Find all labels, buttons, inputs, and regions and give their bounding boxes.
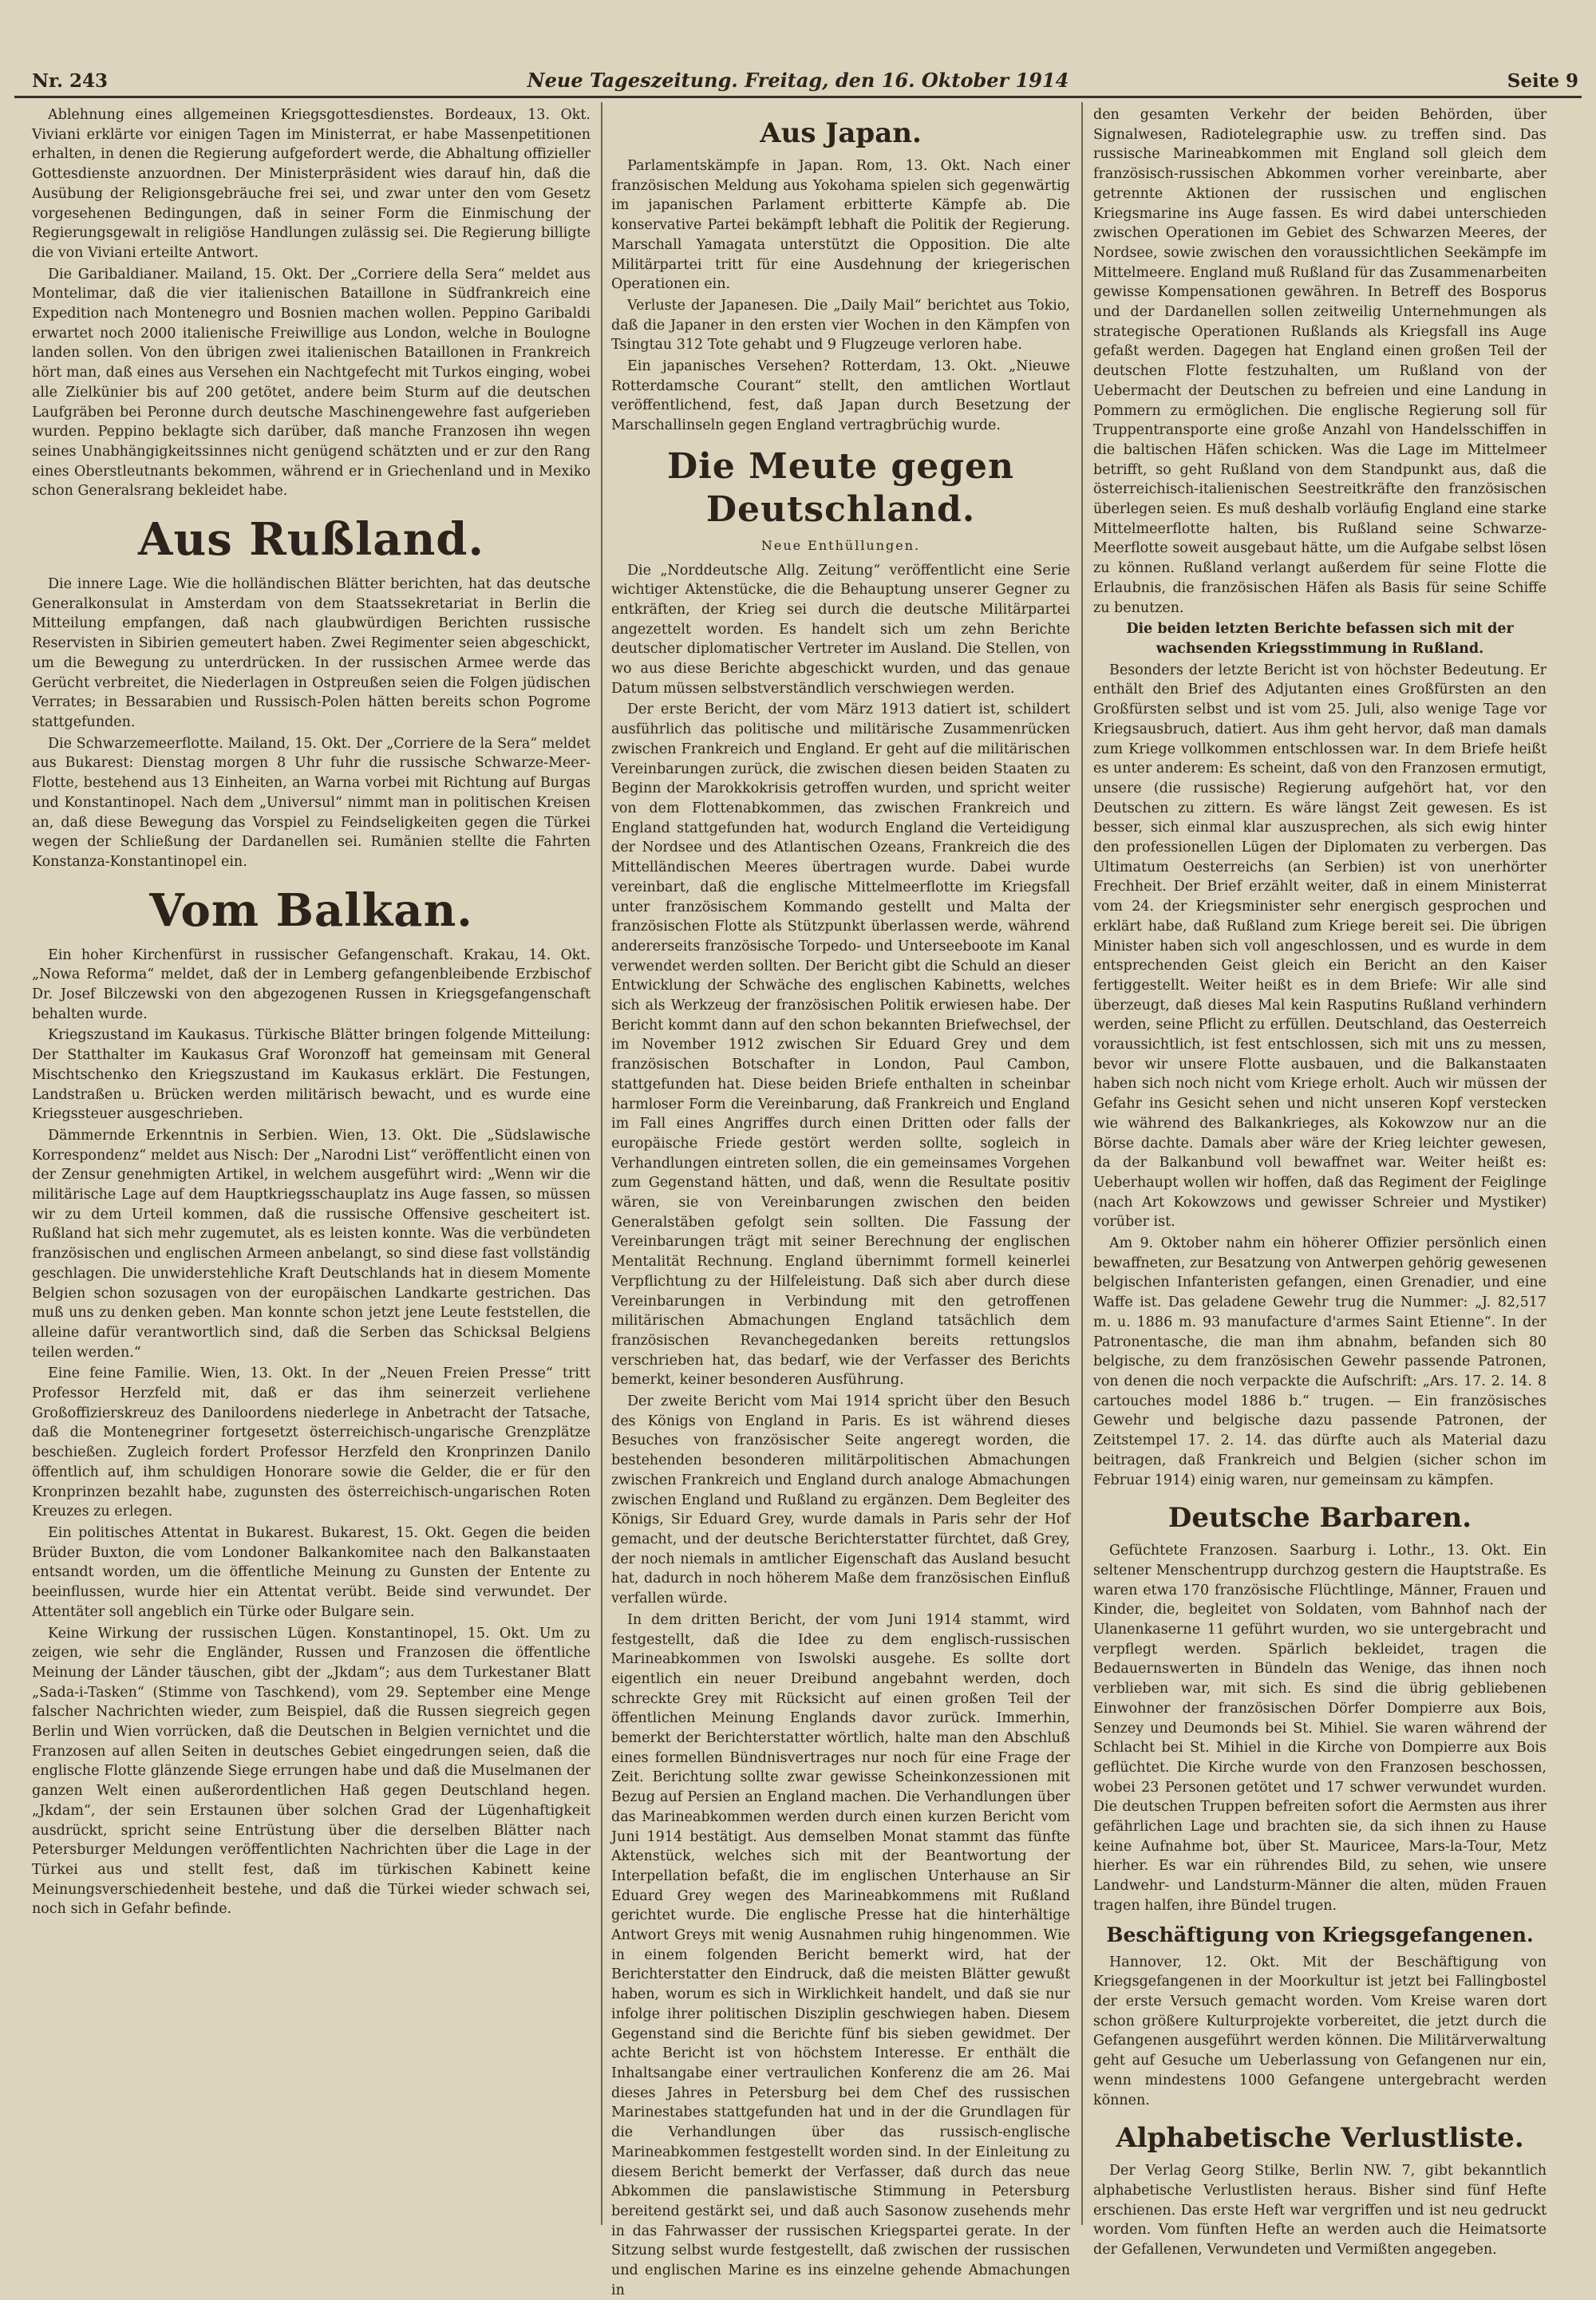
- article-verlustliste: Der Verlag Georg Stilke, Berlin NW. 7, gibt bekanntlich alphabetische Verlustlisten heraus. Bisher sind fünf Hefte erschienen. Das erste Heft war vergriffen und ist neu gedruckt worden. Vom fünften Hefte an werden auch die Heimatsorte der Gefallenen, Verwundeten und Vermißten angegeben.: [1093, 2163, 1547, 2259]
- article-hannover: Hannover, 12. Okt. Mit der Beschäftigung von Kriegsgefangenen in der Moorkultur ist jetzt bei Fallingbostel der erste Versuch gemacht worden. Vom Kreise waren dort schon größere Kulturprojekte vorbereitet, die jetzt durch die Gefangenen ausgeführt werden können. Die Militärverwaltung geht auf Gesuche um Ueberlassung von Gefangenen nur ein, wenn mindestens 1000 Gefangene untergebracht werden können.: [1093, 1954, 1547, 2108]
- article-meute-intro: Die „Norddeutsche Allg. Zeitung“ veröffentlicht eine Serie wichtiger Aktenstücke, die die Behauptung unserer Gegner zu entkräften, der Krieg sei durch die deutsche Militärpartei angezettelt worden. Es handelt sich um zehn Berichte deutscher diplomatischer Vertreter im Ausland. Die Stellen, von wo aus diese Berichte abgeschickt wurden, und das genaue Datum müssen selbstverständlich verschwiegen werden.: [611, 562, 1070, 697]
- article-serbien: Dämmernde Erkenntnis in Serbien. Wien, 13. Okt. Die „Südslawische Korrespondenz“ meldet aus Nisch: Der „Narodni List“ veröffentlicht einen von der Zensur genehmigten Artikel, in welchem ausgeführt wird: „Wenn wir die militärische Lage auf dem Hauptkriegsschauplatz ins Auge fassen, so müssen wir zu dem Urteil kommen, daß die russische Offensive gescheitert ist. Rußland hat sich mehr zugemutet, als es leisten konnte. Was die verbündeten französischen und englischen Armeen anbelangt, so sind diese fast vollständig geschlagen. Die unwiderstehliche Kraft Deutschlands hat in diesem Momente Belgien schon sozusagen von der europäischen Landkarte gestrichen. Das muß uns zu denken geben. Man konnte schon jetzt jene Leute feststellen, die alleine dafür verantwortlich sind, daß die Serben das Schicksal Belgiens teilen werden.“: [32, 1127, 591, 1361]
- article-gottesdienst: Ablehnung eines allgemeinen Kriegsgottesdienstes. Bordeaux, 13. Okt. Viviani erklärte vor einigen Tagen im Ministerrat, er habe Massenpetitionen erhalten, in denen die Regierung aufgefordert werde, die Abhaltung offizieller Gottesdienste anzuordnen. Der Ministerpräsident wies darauf hin, daß die Ausübung der Religionsgebräuche frei sei, und zwar unter den vom Gesetz vorgesehenen Bedingungen, daß in seiner Form die Einmischung der Regierungsgewalt in religiöse Handlungen zulässig sei. Die Regierung billigte die von Viviani erteilte Antwort.: [32, 107, 591, 261]
- article-erster-bericht: Der erste Bericht, der vom März 1913 datiert ist, schildert ausführlich das politische und militärische Zusammenrücken zwischen Frankreich und England. Er geht auf die militärischen Vereinbarungen zurück, die zwischen diesen beiden Staaten zu Beginn der Marokkokrisis getroffen wurden, und spricht weiter von dem Flottenabkommen, das zwischen Frankreich und England stattgefunden hat, wodurch England die Verteidigung der Nordsee und des Atlantischen Ozeans, Frankreich die des Mittelländischen Meeres übertragen wurde. Dabei wurde vereinbart, daß die englische Mittelmeerflotte im Kriegsfall unter französischem Kommando gestellt und Malta der französischen Flotte als Stützpunkt überlassen werde, während andererseits französische Torpedo- und Unterseeboote im Kanal verwendet werden sollten. Der Bericht gibt die Schuld an dieser Entwicklung der Schwäche des englischen Kabinetts, welches sich als Werkzeug der französischen Politik erwiesen habe. Der Bericht kommt dann auf den schon bekannten Briefwechsel, der im November 1912 zwischen Sir Eduard Grey und dem französischen Botschafter in London, Paul Cambon, stattgefunden hat. Diese beiden Briefe enthalten in scheinbar harmloser Form die Vereinbarung, daß Frankreich und England im Fall eines Angriffes durch einen Dritten oder falls der europäische Friede gestört werden sollte, sogleich in Verhandlungen eintreten sollen, die ein gemeinsames Vorgehen zum Gegenstand hätten, und daß, wenn die Resultate positiv wären, sie von Vereinbarungen zwischen den beiden Generalstäben gefolgt sein sollten. Die Fassung der Vereinbarungen trägt mit seiner Berechnung der englischen Mentalität Rechnung. England übernimmt formell keinerlei Verpflichtung zu der Hilfeleistung. Daß sich aber durch diese Vereinbarungen in Verbindung mit den getroffenen militärischen Abmachungen England tatsächlich dem französischen Revanchegedanken bereits rettungslos verschrieben hat, das bedarf, wie der Verfasser des Berichts bemerkt, keiner besonderen Ausführung.: [611, 701, 1070, 1389]
- article-schwarzmeerflotte: Die Schwarzemeerflotte. Mailand, 15. Okt. Der „Corriere de la Sera“ meldet aus Bukarest: Dienstag morgen 8 Uhr fuhr die russische Schwarze-Meer-Flotte, bestehend aus 13 Einheiten, an Warna vorbei mit Richtung auf Burgas und Konstantinopel. Nach dem „Universul“ nimmt man in politischen Kreisen an, daß diese Bewegung das Vorspiel zu Feindseligkeiten gegen die Türkei wegen der Schließung der Dardanellen sei. Rumänien stellte die Fahrten Konstanza-Konstantinopel ein.: [32, 735, 591, 870]
- section-heading-russland: Aus Rußland.: [138, 513, 484, 567]
- header-rule: [14, 96, 1582, 98]
- masthead: Neue Tageszeitung. Freitag, den 16. Oktober 1914: [527, 69, 1069, 92]
- page-number: Seite 9: [1507, 70, 1578, 92]
- column-rule-2: [1081, 102, 1083, 2225]
- article-zweiter-bericht: Der zweite Bericht vom Mai 1914 spricht über den Besuch des Königs von England in Paris. Es ist während dieses Besuches von französischer Seite angeregt worden, die bestehenden besonderen militärpolitischen Abmachungen zwischen Frankreich und England durch analoge Abmachungen zwischen England und Rußland zu ergänzen. Dem Begleiter des Königs, Sir Eduard Grey, wurde damals in Paris sehr der Hof gemacht, und der deutsche Berichterstatter fürchtet, daß Grey, der noch niemals in amtlicher Eigenschaft das Ausland besucht hat, dadurch in noch höherem Maße dem französischen Einfluß verfallen würde.: [611, 1393, 1070, 1607]
- page-header: [0, 64, 1596, 96]
- column-1: [32, 105, 591, 2220]
- article-familie: Eine feine Familie. Wien, 13. Okt. In der „Neuen Freien Presse“ tritt Professor Herzfeld mit, daß er das ihm seinerzeit verliehene Großoffizierskreuz des Daniloordens niederlege in Anbetracht der Tatsache, daß die Montenegriner fortgesetzt österreichisch-ungarische Grenzplätze beschießen. Zugleich fordert Professor Herzfeld den Kronprinzen Danilo öffentlich auf, ihm schuldigen Honorare sowie die Gelder, die er für den Kronprinzen bezahlt habe, zugunsten des österreichisch-ungarischen Roten Kreuzes zu erlegen.: [32, 1365, 591, 1520]
- article-attentat: Ein politisches Attentat in Bukarest. Bukarest, 15. Okt. Gegen die beiden Brüder Buxton, die vom Londoner Balkankomitee nach den Balkanstaaten entsandt worden, um die öffentliche Meinung zu Gunsten der Entente zu beeinflussen, wurde hier ein Attentat verübt. Beide sind verwundet. Der Attentäter soll angeblich ein Türke oder Bulgare sein.: [32, 1525, 591, 1620]
- column-rule-1: [601, 102, 602, 2225]
- section-heading-kriegsgefangene: Beschäftigung von Kriegsgefangenen.: [1106, 1923, 1534, 1946]
- section-heading-meute: Die Meute gegen Deutschland.: [666, 445, 1015, 530]
- article-dritter-bericht: In dem dritten Bericht, der vom Juni 1914 stammt, wird festgestellt, daß die Idee zu dem englisch-russischen Marineabkommen von Iswolski ausgehe. Es sollte dort eigentlich ein neuer Dreibund angebahnt werden, doch schreckte Grey mit Rücksicht auf einen großen Teil der öffentlichen Meinung Englands davor zurück. Immerhin, bemerkt der Berichterstatter wörtlich, halte man den Abschluß eines formellen Bündnisvertrages nur noch für eine Frage der Zeit. Berichtung sollte zwar gewisse Scheinkonzessionen mit Bezug auf Persien an England machen. Die Verhandlungen über das Marineabkommen werden durch einen kurzen Bericht vom Juni 1914 bestätigt. Aus demselben Monat stammt das fünfte Aktenstück, welches sich mit der Beantwortung der Interpellation befaßt, die im englischen Unterhause an Sir Eduard Grey wegen des Marineabkommens mit Rußland gerichtet wurde. Die englische Presse hat die hinterhältige Antwort Greys mit wenig Ausnahmen ruhig hingenommen. Wie in einem folgenden Bericht bemerkt wird, hat der Berichterstatter den Eindruck, daß die meisten Blätter gewußt haben, worum es sich in Wirklichkeit handelt, und daß sie nur infolge ihrer politischen Disziplin geschwiegen haben. Diesem Gegenstand sind die Berichte fünf bis sieben gewidmet. Der achte Bericht ist von höchstem Interesse. Er enthält die Inhaltsangabe einer vertraulichen Konferenz die am 26. Mai dieses Jahres in Petersburg bei dem Chef des russischen Marinestabes stattgefunden hat und in der die Grundlagen für die Verhandlungen über das russisch-englische Marineabkommen festgestellt worden sind. In der Einleitung zu diesem Bericht bemerkt der Verfasser, daß durch das neue Abkommen die panslawistische Stimmung in Petersburg bereitend gestärkt sei, und daß auch Sasonow zusehends mehr in das Fahrwasser der russischen Kriegspartei gerate. In der Sitzung selbst wurde festgestellt, daß zwischen der russischen und englischen Marine es ins einzelne gehende Abmachungen in: [611, 1611, 1070, 2298]
- column-3: [1093, 105, 1547, 2259]
- article-letzte-berichte: Die beiden letzten Berichte befassen sich mit der wachsenden Kriegsstimmung in Rußland.: [1126, 621, 1514, 657]
- article-continuation: den gesamten Verkehr der beiden Behörden, über Signalwesen, Radiotelegraphie usw. zu treffen sind. Das russische Marineabkommen mit England soll gleich dem französisch-russischen Abkommen vorher vereinbarte, aber getrennte Aktionen der russischen und englischen Kriegsmarine ins Auge fassen. Es wird dabei unterschieden zwischen Operationen im Gebiet des Schwarzen Meeres, der Nordsee, sowie zwischen den voraussichtlichen Seekämpfe im Mittelmeere. England muß Rußland für das Zusammenarbeiten gewisse Kompensationen gewähren. In Betreff des Bosporus und der Dardanellen sollen zeitweilig Unternehmungen als strategische Operationen Rußlands als Kriegsfall ins Auge gefaßt werden. Dagegen hat England einen großen Teil der deutschen Flotte festzuhalten, um Rußland von der Uebermacht der Deutschen zu befreien und eine Landung in Pommern zu ermöglichen. Die englische Regierung soll für Truppentransporte eine große Anzahl von Handelsschiffen in die baltischen Häfen schicken. Was die Lage im Mittelmeer betrifft, so geht Rußland von dem Standpunkt aus, daß die österreichisch-italienischen Seestreitkräfte den französischen überlegen seien. Es muß deshalb vorläufig England eine starke Mittelmeerflotte halten, bis Rußland seine Schwarze-Meerflotte soweit ausgebaut hätte, um die Aufgabe selbst lösen zu können. Rußland verlangt außerdem für seine Flotte die Erlaubnis, die französischen Häfen als Basis für seine Schiffe zu benutzen.: [1093, 107, 1547, 616]
- article-garibaldianer: Die Garibaldianer. Mailand, 15. Okt. Der „Corriere della Sera“ meldet aus Montelimar, daß die vier italienischen Bataillone in Südfrankreich eine Expedition nach Montenegro und Bosnien machen wollen. Peppino Garibaldi erwartet noch 2000 italienische Freiwillige aus London, welche in Boulogne landen sollen. Von den übrigen zwei italienischen Bataillonen in Frankreich hört man, daß eines aus Versehen ein Nachtgefecht mit Turkos einging, wobei alle Zielkünier bis auf 200 getötet, andere beim Sturm auf die deutschen Laufgräben bei Peronne durch deutsche Maschinengewehre fast aufgerieben wurden. Peppino beklagte sich darüber, daß manche Franzosen ihn wegen seines Unabhängigkeitssinnes nicht genügend schätzten und er zur den Rang eines Oberstleutnants bekommen, während er in Griechenland und in Mexiko schon Generalsrang bekleidet habe.: [32, 266, 591, 500]
- article-versehen: Ein japanisches Versehen? Rotterdam, 13. Okt. „Nieuwe Rotterdamsche Courant“ stellt, den amtlichen Wortlaut veröffentlichend, fest, daß Japan durch Besetzung der Marschallinseln gegen England vertragbrüchig wurde.: [611, 358, 1070, 434]
- article-parlament: Parlamentskämpfe in Japan. Rom, 13. Okt. Nach einer französischen Meldung aus Yokohama spielen sich gegenwärtig im japanischen Parlament erbitterte Kämpfe ab. Die konservative Partei bekämpft lebhaft die Politik der Regierung. Marschall Yamagata unterstützt die Opposition. Die alte Militärpartei tritt für eine Ausdehnung der kriegerischen Operationen ein.: [611, 158, 1070, 293]
- article-verluste: Verluste der Japanesen. Die „Daily Mail“ berichtet aus Tokio, daß die Japaner in den ersten vier Wochen in den Kämpfen von Tsingtau 312 Tote gehabt und 9 Flugzeuge verloren habe.: [611, 297, 1070, 354]
- article-kirchenfuerst: Ein hoher Kirchenfürst in russischer Gefangenschaft. Krakau, 14. Okt. „Nowa Reforma“ meldet, daß der in Lemberg gefangenbleibende Erzbischof Dr. Josef Bilczewski von den abgezogenen Russen in Kriegsgefangenschaft behalten wurde.: [32, 946, 591, 1022]
- column-2: [611, 105, 1070, 2298]
- section-heading-japan: Aus Japan.: [760, 117, 922, 149]
- article-kaukasus: Kriegszustand im Kaukasus. Türkische Blätter bringen folgende Mitteilung: Der Statthalter im Kaukasus Graf Woronzoff hat gemeinsam mit General Mischtschenko den Kriegszustand im Kaukasus erklärt. Die Festungen, Landstraßen u. Brücken werden militärisch bewacht, und es wurde eine Kriegssteuer ausgeschrieben.: [32, 1027, 591, 1123]
- article-brief: Besonders der letzte Bericht ist von höchster Bedeutung. Er enthält den Brief des Adjutanten eines Großfürsten an den Großfürsten selbst und ist vom 25. Juli, also wenige Tage vor Kriegsausbruch, datiert. Aus ihm geht hervor, daß man damals zum Kriege vollkommen entschlossen war. In dem Briefe heißt es unter anderem: Es scheint, daß von den Franzosen ermutigt, unsere (die russische) Regierung aufgehört hat, vor den Deutschen zu zittern. Es wäre längst Zeit gewesen. Es ist besser, sich einmal klar auszusprechen, als sich ewig hinter den professionellen Lügen der Diplomaten zu verbergen. Das Ultimatum Oesterreichs (an Serbien) ist von unerhörter Frechheit. Der Brief erzählt weiter, daß in einem Ministerrat vom 24. der Kriegsminister sehr energisch gesprochen und erklärt habe, daß Rußland zum Kriege bereit sei. Die übrigen Minister haben sich voll angeschlossen, und es wurde in dem entsprechenden Geist gleich ein Bericht an den Kaiser fertiggestellt. Weiter heißt es in dem Briefe: Wir alle sind überzeugt, daß dieses Mal kein Rasputins Rußland verhindern werden, seine Pflicht zu erfüllen. Deutschland, das Oesterreich voraussichtlich, ist fest entschlossen, sich mit uns zu messen, bevor wir unsere Flotte ausbauen, und die Balkanstaaten haben sich noch nicht vom Kriege erholt. Auch wir müssen der Gefahr ins Gesicht sehen und nicht unseren Kopf verstecken wie während des Balkankrieges, als Kokowzow nur an die Börse dachte. Damals aber wäre der Krieg leichter gewesen, da der Balkanbund voll bewaffnet war. Weiter heißt es: Ueberhaupt wollen wir hoffen, daß das Regiment der Feiglinge (nach Art Kokowzows und gewisser Schreier und Mystiker) vorüber ist.: [1093, 662, 1547, 1231]
- section-heading-verlustliste: Alphabetische Verlustliste.: [1116, 2122, 1524, 2155]
- section-heading-barbaren: Deutsche Barbaren.: [1167, 1502, 1472, 1535]
- article-luegen: Keine Wirkung der russischen Lügen. Konstantinopel, 15. Okt. Um zu zeigen, wie sehr die Engländer, Russen und Franzosen die öffentliche Meinung der Länder täuschen, gibt der „Jkdam“; aus dem Turkestaner Blatt „Sada-i-Tasken“ (Stimme von Taschkend), vom 29. September eine Menge falscher Nachrichten wieder, zum Beispiel, daß die Russen siegreich gegen Berlin und Wien vorrücken, daß die Deutschen in Belgien vernichtet und die Franzosen auf allen Seiten in deutsches Gebiet eingedrungen seien, daß die englische Flotte glänzende Siege errungen habe und daß die Muselmanen der ganzen Welt einen außerordentlichen Haß gegen Deutschland hegen. „Jkdam“, der sein Erstaunen über solchen Grad der Lügenhaftigkeit ausdrückt, spricht seine Entrüstung über die derselben Blätter nach Petersburger Meldungen veröffentlichten Nachrichten über die Lage in der Türkei aus und stellt fest, daß im türkischen Kabinett keine Meinungsverschiedenheit bestehe, und daß die Türkei wieder schwach sei, noch sich in Gefahr befinde.: [32, 1625, 591, 1918]
- issue-number: Nr. 243: [32, 70, 109, 92]
- article-gewehr: Am 9. Oktober nahm ein höherer Offizier persönlich einen bewaffneten, zur Besatzung von Antwerpen gehörig gewesenen belgischen Infanteristen gefangen, einen Grenadier, und eine Waffe ist. Das geladene Gewehr trug die Nummer: „J. 82,517 m. u. 1886 m. 93 manufacture d'armes Saint Etienne“. In der Patronentasche, die man ihm abnahm, befanden sich 80 belgische, zu dem französischen Gewehr passende Patronen, von denen die noch verpackte die Aufschrift: „Ars. 17. 2. 14. 8 cartouches model 1886 b.“ trugen. — Ein französisches Gewehr und belgische dazu passende Patronen, der Zeitstempel 17. 2. 14. das dürfte auch als Material dazu beitragen, daß Frankreich und Belgien (sicher schon im Februar 1914) einig waren, nur gemeinsam zu kämpfen.: [1093, 1235, 1547, 1488]
- article-innere-lage: Die innere Lage. Wie die holländischen Blätter berichten, hat das deutsche Generalkonsulat in Amsterdam von dem Staatssekretariat in Berlin die Mitteilung empfangen, daß nach glaubwürdigen Berichten russische Reservisten in Sibirien gemeutert haben. Zwei Regimenter seien abgeschickt, um die Bewegung zu unterdrücken. In der russischen Armee werde das Gerücht verbreitet, die Niederlagen in Ostpreußen seien die Folgen jüdischen Verrates; in Bessarabien und Russisch-Polen hätten bereits schon Pogrome stattgefunden.: [32, 576, 591, 730]
- section-heading-balkan: Vom Balkan.: [149, 883, 473, 937]
- article-franzosen: Gefüchtete Franzosen. Saarburg i. Lothr., 13. Okt. Ein seltener Menschentrupp durchzog gestern die Hauptstraße. Es waren etwa 170 französische Flüchtlinge, Männer, Frauen und Kinder, die, begleitet von Soldaten, vom Bahnhof nach der Ulanenkaserne 11 geführt wurden, wo sie untergebracht und verpflegt werden. Spärlich bekleidet, tragen die Bedauernswerten in Bündeln das Wenige, das ihnen noch verblieben war, mit sich. Es sind die übrig gebliebenen Einwohner der französischen Dörfer Dompierre aux Bois, Senzey und Deumonds bei St. Mihiel. Sie waren während der Schlacht bei St. Mihiel in die Kirche von Dompierre aux Bois geflüchtet. Die Kirche wurde von den Franzosen beschossen, wobei 23 Personen getötet und 17 schwer verwundet wurden. Die deutschen Truppen befreiten sofort die Aermsten aus ihrer gefährlichen Lage und brachten sie, da sich ihnen zu Hause keine Aufnahme bot, über St. Mauricee, Mars-la-Tour, Metz hierher. Es war ein rührendes Bild, zu sehen, wie unsere Landwehr- und Landsturm-Männer die alten, müden Frauen tragen halfen, ihre Bündel trugen.: [1093, 1543, 1547, 1914]
- subheading: Neue Enthüllungen.: [760, 537, 921, 553]
